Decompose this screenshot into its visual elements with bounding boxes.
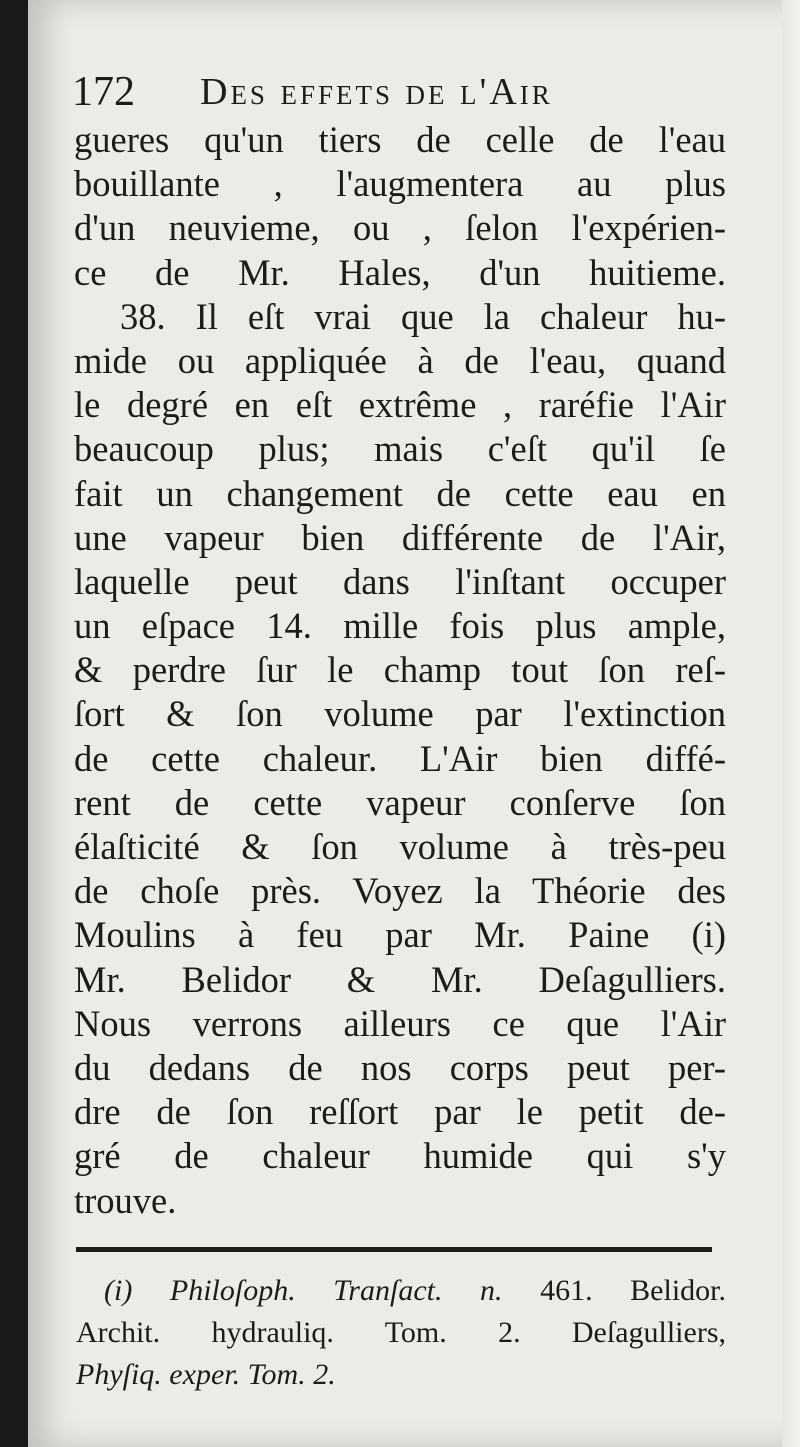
page-edge — [782, 0, 800, 1447]
footnote-line — [76, 1270, 726, 1312]
page-number: 172 — [72, 69, 135, 115]
text-line: fait un changement de cette eau en — [74, 472, 726, 514]
body-text — [74, 118, 726, 1223]
text-line: le degré en eſt extrême , raréfie l'Air — [74, 384, 726, 426]
text-line: élaſticité & ſon volume à très-peu — [74, 826, 726, 867]
text-line: du dedans de nos corps peut per- — [74, 1046, 726, 1088]
footnote — [76, 1270, 726, 1396]
text-line: une vapeur bien différente de l'Air, — [74, 516, 726, 558]
text-line: Mr. Belidor & Mr. Deſagulliers. — [74, 958, 726, 1000]
text-line: & perdre ſur le champ tout ſon reſ- — [74, 649, 726, 691]
text-line: Moulins à feu par Mr. Paine (i) — [74, 914, 726, 956]
text-line: laquelle peut dans l'inſtant occuper — [74, 560, 726, 602]
text-line: gré de chaleur humide qui s'y — [74, 1135, 726, 1177]
text-line: Nous verrons ailleurs ce que l'Air — [74, 1002, 726, 1044]
text-line: trouve. — [74, 1179, 177, 1221]
footnote-line: Phyſiq. exper. Tom. 2. — [76, 1358, 336, 1391]
text-line: d'un neuvieme, ou , ſelon l'expérien- — [74, 207, 726, 249]
text-line: beaucoup plus; mais c'eſt qu'il ſe — [74, 428, 726, 470]
footnote-citation: 461. Belidor. — [540, 1274, 726, 1307]
text-line: gueres qu'un tiers de celle de l'eau — [74, 119, 726, 160]
footnote-rule — [76, 1247, 712, 1252]
footnote-marker: (i) — [104, 1274, 133, 1307]
paragraph-start-line: 38. Il eſt vrai que la chaleur hu- — [120, 295, 726, 337]
text-line: de choſe près. Voyez la Théorie des — [74, 870, 726, 912]
footnote-line: Archit. hydrauliq. Tom. 2. Deſagulliers, — [76, 1316, 726, 1349]
text-line: ce de Mr. Hales, d'un huitieme. — [74, 251, 726, 293]
text-line: de cette chaleur. L'Air bien diffé- — [74, 737, 726, 779]
text-line: dre de ſon reſſort par le petit de- — [74, 1091, 726, 1133]
footnote-citation-italic: Philoſoph. Tranſact. n. — [169, 1274, 503, 1307]
text-line: ſort & ſon volume par l'extinction — [74, 693, 726, 735]
text-line: un eſpace 14. mille fois plus ample, — [74, 605, 726, 647]
running-head: Des effets de l'Air — [200, 71, 553, 113]
text-line: mide ou appliquée à de l'eau, quand — [74, 339, 726, 381]
text-line: bouillante , l'augmentera au plus — [74, 163, 726, 205]
text-line: rent de cette vapeur conſerve ſon — [74, 781, 726, 823]
page-header — [72, 64, 712, 120]
